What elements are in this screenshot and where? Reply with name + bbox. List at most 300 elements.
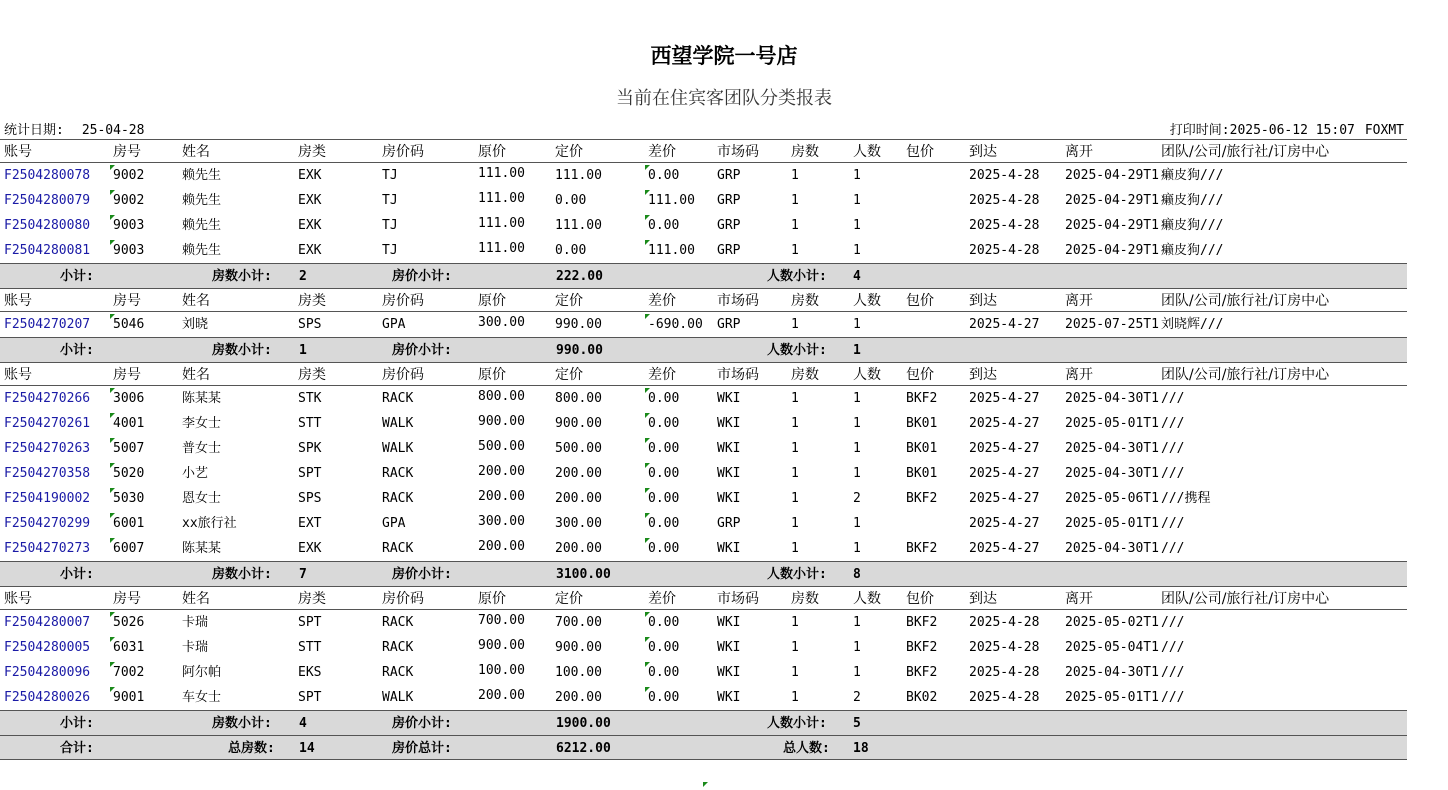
table-row — [0, 213, 1407, 238]
cell-rate-code: WALK — [382, 690, 414, 705]
cell-room-type: STT — [298, 416, 322, 431]
cell-guest-count: 1 — [853, 193, 861, 208]
cell-room-count: 1 — [791, 193, 799, 208]
subtotal-people-label: 人数小计: — [767, 716, 827, 731]
cell-account[interactable]: F2504280005 — [4, 640, 91, 655]
cell-rate-code: RACK — [382, 466, 414, 481]
subtotal-people-label: 人数小计: — [767, 567, 827, 582]
cell-room-no: 5030 — [113, 486, 144, 511]
cell-room-count: 1 — [791, 516, 799, 531]
cell-guest-name: 陈某某 — [182, 541, 222, 556]
cell-group-company: /// — [1161, 466, 1185, 481]
cell-room-no: 5046 — [113, 312, 144, 337]
total-label: 合计: — [60, 741, 94, 756]
cell-room-count: 1 — [791, 243, 799, 258]
cell-room-no: 9003 — [113, 213, 144, 238]
cell-rate-code: GPA — [382, 317, 406, 332]
cell-rate-code: RACK — [382, 640, 414, 655]
cell-guest-count: 1 — [853, 391, 861, 406]
cell-room-no: 9003 — [113, 238, 144, 263]
cell-room-count: 1 — [791, 317, 799, 332]
cell-market-code: GRP — [717, 168, 741, 183]
header-package: 包价 — [906, 144, 934, 160]
table-row — [0, 685, 1407, 710]
cell-guest-count: 1 — [853, 441, 861, 456]
cell-set-price: 111.00 — [555, 218, 602, 233]
cell-account[interactable]: F2504280081 — [4, 243, 91, 258]
cell-account[interactable]: F2504280007 — [4, 615, 91, 630]
table-row — [0, 312, 1407, 337]
header-package: 包价 — [906, 591, 934, 607]
cell-set-price: 200.00 — [555, 491, 602, 506]
header-room-no: 房号 — [113, 144, 141, 160]
column-header-row — [0, 586, 1407, 610]
table-row — [0, 610, 1407, 635]
cell-room-type: SPT — [298, 615, 322, 630]
cell-set-price: 800.00 — [555, 391, 602, 406]
subtotal-row — [0, 337, 1407, 362]
cell-set-price: 990.00 — [555, 317, 602, 332]
subtotal-rooms-value: 2 — [299, 269, 307, 284]
cell-set-price: 900.00 — [555, 416, 602, 431]
cell-room-type: EXK — [298, 168, 322, 183]
cell-departure-date: 2025-04-30T1 — [1065, 391, 1159, 406]
column-header-row — [0, 362, 1407, 386]
cell-arrival-date: 2025-4-28 — [969, 193, 1040, 208]
cell-arrival-date: 2025-4-28 — [969, 690, 1040, 705]
table-row — [0, 660, 1407, 685]
cell-package: BKF2 — [906, 391, 938, 406]
cell-room-no: 5020 — [113, 461, 144, 486]
cell-price-diff: 0.00 — [648, 536, 679, 561]
cell-departure-date: 2025-04-30T1 — [1065, 466, 1159, 481]
cell-room-type: STK — [298, 391, 322, 406]
comment-marker-icon — [703, 782, 708, 787]
header-price-diff: 差价 — [648, 367, 676, 383]
cell-account[interactable]: F2504270263 — [4, 441, 91, 456]
header-room-count: 房数 — [791, 591, 819, 607]
header-room-no: 房号 — [113, 293, 141, 309]
cell-price-diff: 111.00 — [648, 188, 695, 213]
cell-set-price: 100.00 — [555, 665, 602, 680]
cell-set-price: 200.00 — [555, 541, 602, 556]
cell-original-price: 200.00 — [478, 688, 525, 703]
cell-room-no: 3006 — [113, 386, 144, 411]
subtotal-row — [0, 561, 1407, 586]
header-rate-code: 房价码 — [382, 591, 424, 607]
subtotal-price-label: 房价小计: — [392, 269, 452, 284]
header-guest-count: 人数 — [853, 144, 881, 160]
subtotal-rooms-label: 房数小计: — [212, 567, 272, 582]
print-time-label: 打印时间: — [1169, 123, 1230, 138]
table-row — [0, 461, 1407, 486]
cell-package: BK01 — [906, 441, 938, 456]
cell-departure-date: 2025-04-30T1 — [1065, 541, 1159, 556]
cell-room-count: 1 — [791, 690, 799, 705]
cell-rate-code: RACK — [382, 615, 414, 630]
cell-account[interactable]: F2504270207 — [4, 317, 91, 332]
cell-package: BK01 — [906, 416, 938, 431]
cell-original-price: 700.00 — [478, 613, 525, 628]
cell-rate-code: GPA — [382, 516, 406, 531]
cell-room-type: EXK — [298, 193, 322, 208]
cell-group-company: 刘晓辉/// — [1161, 317, 1224, 332]
cell-guest-name: 赖先生 — [182, 193, 222, 208]
cell-guest-count: 1 — [853, 615, 861, 630]
cell-arrival-date: 2025-4-28 — [969, 168, 1040, 183]
cell-rate-code: RACK — [382, 391, 414, 406]
cell-account[interactable]: F2504280026 — [4, 690, 91, 705]
cell-room-count: 1 — [791, 416, 799, 431]
cell-market-code: GRP — [717, 243, 741, 258]
cell-account[interactable]: F2504190002 — [4, 491, 91, 506]
cell-arrival-date: 2025-4-28 — [969, 615, 1040, 630]
cell-set-price: 300.00 — [555, 516, 602, 531]
cell-room-type: EKS — [298, 665, 322, 680]
header-market-code: 市场码 — [717, 367, 759, 383]
header-guest-count: 人数 — [853, 591, 881, 607]
cell-room-count: 1 — [791, 615, 799, 630]
cell-price-diff: 0.00 — [648, 511, 679, 536]
subtotal-people-label: 人数小计: — [767, 269, 827, 284]
cell-set-price: 500.00 — [555, 441, 602, 456]
cell-departure-date: 2025-05-04T1 — [1065, 640, 1159, 655]
cell-room-type: SPT — [298, 690, 322, 705]
subtotal-people-value: 5 — [853, 716, 861, 731]
cell-account[interactable]: F2504270358 — [4, 466, 91, 481]
total-price-value: 6212.00 — [556, 741, 611, 756]
grand-total-row — [0, 735, 1407, 760]
cell-original-price: 900.00 — [478, 414, 525, 429]
cell-room-count: 1 — [791, 441, 799, 456]
cell-guest-name: 赖先生 — [182, 218, 222, 233]
table-row — [0, 411, 1407, 436]
cell-departure-date: 2025-04-29T1 — [1065, 243, 1159, 258]
cell-room-no: 9002 — [113, 188, 144, 213]
cell-set-price: 200.00 — [555, 690, 602, 705]
cell-package: BK01 — [906, 466, 938, 481]
subtotal-price-value: 222.00 — [556, 269, 603, 284]
print-operator-code: FOXMT — [1364, 123, 1404, 138]
cell-arrival-date: 2025-4-28 — [969, 218, 1040, 233]
subtotal-people-value: 8 — [853, 567, 861, 582]
table-row — [0, 536, 1407, 561]
cell-original-price: 111.00 — [478, 166, 525, 181]
table-row — [0, 188, 1407, 213]
cell-arrival-date: 2025-4-27 — [969, 516, 1040, 531]
cell-rate-code: RACK — [382, 541, 414, 556]
header-room-type: 房类 — [298, 591, 326, 607]
cell-original-price: 300.00 — [478, 315, 525, 330]
header-original-price: 原价 — [478, 591, 506, 607]
subtotal-people-label: 人数小计: — [767, 343, 827, 358]
cell-market-code: WKI — [717, 665, 741, 680]
cell-price-diff: 0.00 — [648, 685, 679, 710]
cell-account[interactable]: F2504270273 — [4, 541, 91, 556]
cell-room-type: SPS — [298, 491, 322, 506]
cell-set-price: 0.00 — [555, 243, 587, 258]
cell-group-company: /// — [1161, 665, 1185, 680]
cell-group-company: /// — [1161, 516, 1185, 531]
subtotal-price-value: 990.00 — [556, 343, 603, 358]
header-departure-date: 离开 — [1065, 144, 1093, 160]
cell-set-price: 900.00 — [555, 640, 602, 655]
cell-guest-count: 1 — [853, 218, 861, 233]
total-price-label: 房价总计: — [392, 741, 452, 756]
subtotal-people-value: 1 — [853, 343, 861, 358]
report-subtitle: 当前在住宾客团队分类报表 — [616, 88, 832, 109]
cell-account[interactable]: F2504270261 — [4, 416, 91, 431]
header-account: 账号 — [4, 144, 32, 160]
cell-room-count: 1 — [791, 168, 799, 183]
cell-original-price: 200.00 — [478, 489, 525, 504]
cell-group-company: 癞皮狗/// — [1161, 218, 1224, 233]
stat-date-label: 统计日期: — [4, 123, 64, 138]
cell-account[interactable]: F2504280080 — [4, 218, 91, 233]
cell-guest-name: 阿尔帕 — [182, 665, 222, 680]
cell-arrival-date: 2025-4-28 — [969, 665, 1040, 680]
cell-guest-name: 卡瑞 — [182, 640, 209, 655]
cell-price-diff: 0.00 — [648, 386, 679, 411]
cell-room-type: SPT — [298, 466, 322, 481]
cell-guest-name: 小艺 — [182, 466, 209, 481]
cell-departure-date: 2025-05-01T1 — [1065, 690, 1159, 705]
header-arrival-date: 到达 — [969, 144, 997, 160]
cell-set-price: 200.00 — [555, 466, 602, 481]
subtotal-rooms-value: 1 — [299, 343, 307, 358]
cell-group-company: ///携程 — [1161, 491, 1211, 506]
cell-rate-code: WALK — [382, 416, 414, 431]
cell-guest-count: 1 — [853, 516, 861, 531]
stat-date — [4, 119, 144, 138]
cell-room-count: 1 — [791, 218, 799, 233]
table-row — [0, 511, 1407, 536]
header-price-diff: 差价 — [648, 144, 676, 160]
cell-group-company: /// — [1161, 391, 1185, 406]
table-row — [0, 635, 1407, 660]
total-people-value: 18 — [853, 741, 869, 756]
cell-guest-name: 赖先生 — [182, 243, 222, 258]
cell-room-no: 5007 — [113, 436, 144, 461]
cell-package: BK02 — [906, 690, 938, 705]
header-set-price: 定价 — [555, 144, 583, 160]
cell-arrival-date: 2025-4-27 — [969, 317, 1040, 332]
cell-market-code: WKI — [717, 466, 741, 481]
total-people-label: 总人数: — [783, 741, 830, 756]
header-guest-name: 姓名 — [182, 591, 210, 607]
cell-account[interactable]: F2504270266 — [4, 391, 91, 406]
header-group-company: 团队/公司/旅行社/订房中心 — [1161, 367, 1330, 383]
cell-rate-code: TJ — [382, 168, 398, 183]
column-header-row — [0, 139, 1407, 163]
cell-group-company: /// — [1161, 416, 1185, 431]
cell-set-price: 0.00 — [555, 193, 587, 208]
cell-departure-date: 2025-04-29T1 — [1065, 168, 1159, 183]
cell-rate-code: RACK — [382, 665, 414, 680]
cell-room-no: 5026 — [113, 610, 144, 635]
header-departure-date: 离开 — [1065, 367, 1093, 383]
cell-room-count: 1 — [791, 491, 799, 506]
cell-arrival-date: 2025-4-28 — [969, 640, 1040, 655]
cell-arrival-date: 2025-4-27 — [969, 416, 1040, 431]
cell-guest-name: xx旅行社 — [182, 516, 237, 531]
cell-price-diff: 111.00 — [648, 238, 695, 263]
header-set-price: 定价 — [555, 293, 583, 309]
header-account: 账号 — [4, 293, 32, 309]
cell-original-price: 100.00 — [478, 663, 525, 678]
cell-room-type: EXK — [298, 541, 322, 556]
cell-guest-name: 车女士 — [182, 690, 222, 705]
cell-guest-count: 1 — [853, 466, 861, 481]
cell-guest-name: 普女士 — [182, 441, 222, 456]
cell-rate-code: RACK — [382, 491, 414, 506]
cell-group-company: 癞皮狗/// — [1161, 243, 1224, 258]
cell-room-type: SPK — [298, 441, 322, 456]
cell-account[interactable]: F2504280078 — [4, 168, 91, 183]
stat-date-value: 25-04-28 — [81, 123, 145, 138]
header-departure-date: 离开 — [1065, 293, 1093, 309]
cell-room-no: 6001 — [113, 511, 144, 536]
header-rate-code: 房价码 — [382, 144, 424, 160]
cell-price-diff: 0.00 — [648, 610, 679, 635]
subtotal-rooms-label: 房数小计: — [212, 716, 272, 731]
subtotal-price-value: 1900.00 — [556, 716, 611, 731]
cell-guest-count: 1 — [853, 416, 861, 431]
cell-package: BKF2 — [906, 615, 938, 630]
header-account: 账号 — [4, 367, 32, 383]
cell-market-code: WKI — [717, 491, 741, 506]
cell-original-price: 300.00 — [478, 514, 525, 529]
subtotal-row — [0, 263, 1407, 288]
subtotal-label: 小计: — [60, 716, 94, 731]
subtotal-price-value: 3100.00 — [556, 567, 611, 582]
header-room-count: 房数 — [791, 367, 819, 383]
cell-room-type: EXK — [298, 218, 322, 233]
cell-room-type: EXT — [298, 516, 322, 531]
cell-guest-name: 卡瑞 — [182, 615, 209, 630]
header-group-company: 团队/公司/旅行社/订房中心 — [1161, 293, 1330, 309]
cell-price-diff: 0.00 — [648, 635, 679, 660]
cell-set-price: 111.00 — [555, 168, 602, 183]
header-price-diff: 差价 — [648, 591, 676, 607]
cell-market-code: GRP — [717, 317, 741, 332]
cell-room-count: 1 — [791, 665, 799, 680]
cell-guest-count: 1 — [853, 243, 861, 258]
subtotal-label: 小计: — [60, 343, 94, 358]
header-room-type: 房类 — [298, 293, 326, 309]
cell-account[interactable]: F2504280079 — [4, 193, 91, 208]
cell-account[interactable]: F2504270299 — [4, 516, 91, 531]
total-rooms-label: 总房数: — [228, 741, 275, 756]
cell-group-company: /// — [1161, 690, 1185, 705]
cell-market-code: GRP — [717, 516, 741, 531]
cell-departure-date: 2025-05-01T1 — [1065, 516, 1159, 531]
table-row — [0, 238, 1407, 263]
cell-group-company: /// — [1161, 640, 1185, 655]
cell-original-price: 111.00 — [478, 216, 525, 231]
subtotal-rooms-label: 房数小计: — [212, 343, 272, 358]
cell-guest-count: 1 — [853, 168, 861, 183]
cell-room-count: 1 — [791, 466, 799, 481]
cell-price-diff: -690.00 — [648, 312, 703, 337]
header-set-price: 定价 — [555, 591, 583, 607]
cell-price-diff: 0.00 — [648, 486, 679, 511]
header-price-diff: 差价 — [648, 293, 676, 309]
cell-arrival-date: 2025-4-27 — [969, 441, 1040, 456]
report-hotel-title: 西望学院一号店 — [650, 43, 798, 68]
cell-market-code: WKI — [717, 416, 741, 431]
cell-package: BKF2 — [906, 541, 938, 556]
cell-market-code: WKI — [717, 615, 741, 630]
header-room-type: 房类 — [298, 144, 326, 160]
cell-arrival-date: 2025-4-27 — [969, 541, 1040, 556]
subtotal-price-label: 房价小计: — [392, 567, 452, 582]
subtotal-row — [0, 710, 1407, 735]
cell-price-diff: 0.00 — [648, 436, 679, 461]
cell-room-no: 7002 — [113, 660, 144, 685]
header-room-type: 房类 — [298, 367, 326, 383]
cell-guest-count: 1 — [853, 640, 861, 655]
subtotal-label: 小计: — [60, 269, 94, 284]
report-table — [0, 139, 1407, 760]
cell-original-price: 800.00 — [478, 389, 525, 404]
cell-market-code: GRP — [717, 218, 741, 233]
cell-price-diff: 0.00 — [648, 411, 679, 436]
cell-market-code: WKI — [717, 690, 741, 705]
cell-group-company: /// — [1161, 441, 1185, 456]
print-time — [1170, 119, 1404, 138]
cell-departure-date: 2025-05-06T1 — [1065, 491, 1159, 506]
cell-guest-name: 恩女士 — [182, 491, 222, 506]
cell-guest-name: 刘晓 — [182, 317, 209, 332]
cell-room-no: 6031 — [113, 635, 144, 660]
cell-room-count: 1 — [791, 541, 799, 556]
cell-departure-date: 2025-05-02T1 — [1065, 615, 1159, 630]
header-group-company: 团队/公司/旅行社/订房中心 — [1161, 144, 1330, 160]
cell-guest-count: 1 — [853, 317, 861, 332]
cell-market-code: WKI — [717, 391, 741, 406]
subtotal-price-label: 房价小计: — [392, 343, 452, 358]
header-room-no: 房号 — [113, 591, 141, 607]
table-row — [0, 436, 1407, 461]
header-arrival-date: 到达 — [969, 591, 997, 607]
cell-market-code: WKI — [717, 640, 741, 655]
cell-rate-code: TJ — [382, 243, 398, 258]
cell-departure-date: 2025-04-30T1 — [1065, 441, 1159, 456]
cell-original-price: 900.00 — [478, 638, 525, 653]
header-original-price: 原价 — [478, 293, 506, 309]
cell-group-company: 癞皮狗/// — [1161, 193, 1224, 208]
header-original-price: 原价 — [478, 144, 506, 160]
cell-arrival-date: 2025-4-27 — [969, 491, 1040, 506]
cell-original-price: 200.00 — [478, 464, 525, 479]
header-departure-date: 离开 — [1065, 591, 1093, 607]
cell-guest-count: 1 — [853, 541, 861, 556]
subtotal-rooms-value: 7 — [299, 567, 307, 582]
cell-package: BKF2 — [906, 640, 938, 655]
header-rate-code: 房价码 — [382, 293, 424, 309]
table-row — [0, 163, 1407, 188]
header-guest-name: 姓名 — [182, 367, 210, 383]
subtotal-rooms-value: 4 — [299, 716, 307, 731]
header-guest-count: 人数 — [853, 293, 881, 309]
total-rooms-value: 14 — [299, 741, 315, 756]
cell-rate-code: TJ — [382, 218, 398, 233]
header-market-code: 市场码 — [717, 144, 759, 160]
cell-account[interactable]: F2504280096 — [4, 665, 91, 680]
cell-price-diff: 0.00 — [648, 461, 679, 486]
cell-room-no: 9001 — [113, 685, 144, 710]
